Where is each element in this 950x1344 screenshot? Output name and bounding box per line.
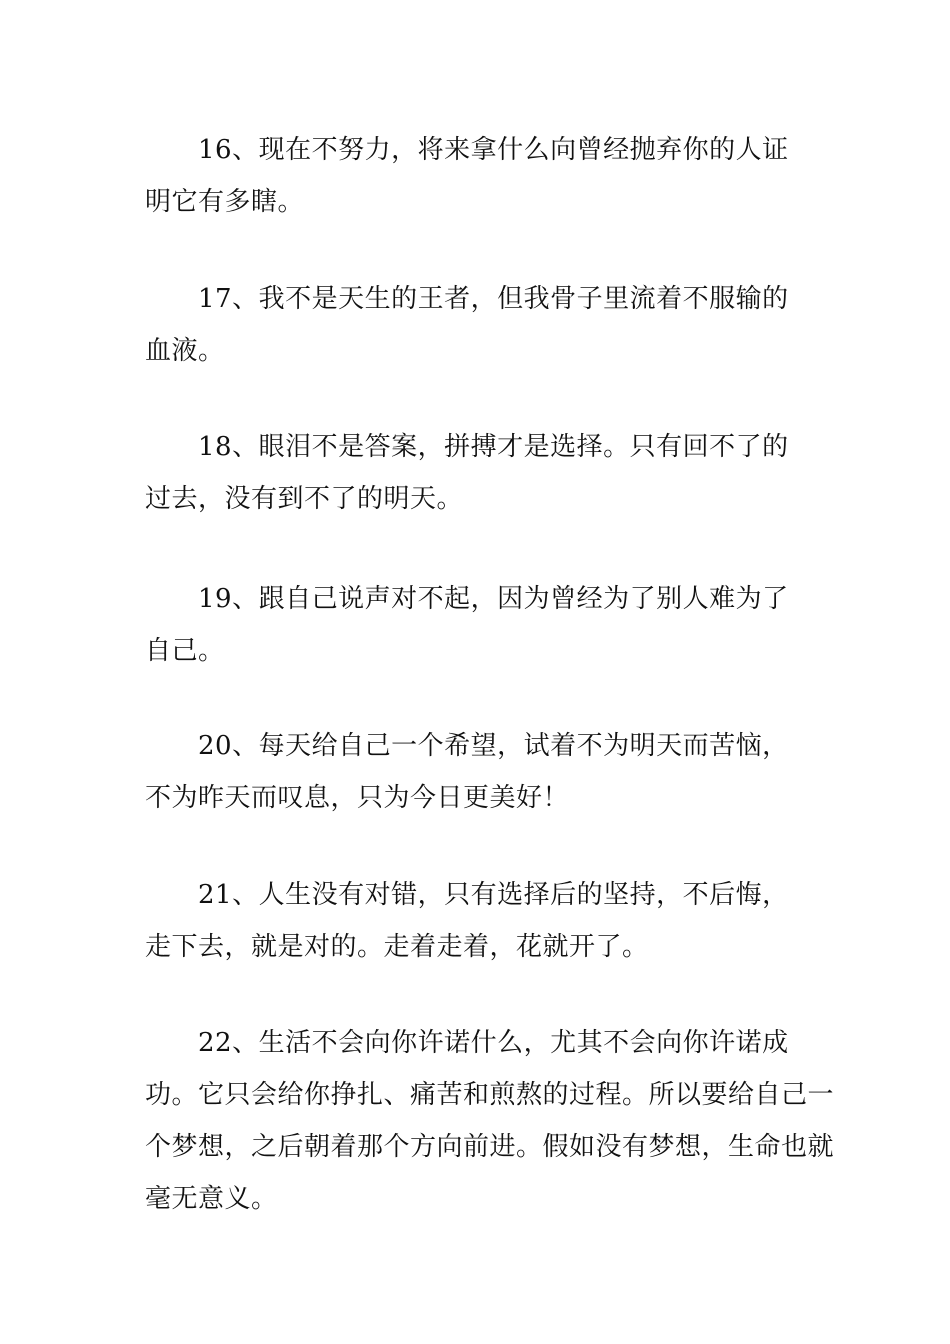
paragraph-16: 16、现在不努力，将来拿什么向曾经抛弃你的人证明它有多瞎。 <box>145 135 789 217</box>
paragraph-18: 18、眼泪不是答案，拼搏才是选择。只有回不了的过去，没有到不了的明天。 <box>145 432 789 514</box>
paragraph-19: 19、跟自己说声对不起，因为曾经为了别人难为了自己。 <box>145 584 789 666</box>
paragraph-17: 17、我不是天生的王者，但我骨子里流着不服输的血液。 <box>145 284 789 366</box>
paragraph-20: 20、每天给自己一个希望，试着不为明天而苦恼，不为昨天而叹息，只为今日更美好！ <box>145 731 789 813</box>
paragraph-21: 21、人生没有对错，只有选择后的坚持，不后悔，走下去，就是对的。走着走着，花就开了。 <box>145 880 789 962</box>
paragraph-22: 22、生活不会向你许诺什么，尤其不会向你许诺成功。它只会给你挣扎、痛苦和煎熬的过程。所以要给自己一个梦想，之后朝着那个方向前进。假如没有梦想，生命也就毫无意义。 <box>145 1028 835 1214</box>
